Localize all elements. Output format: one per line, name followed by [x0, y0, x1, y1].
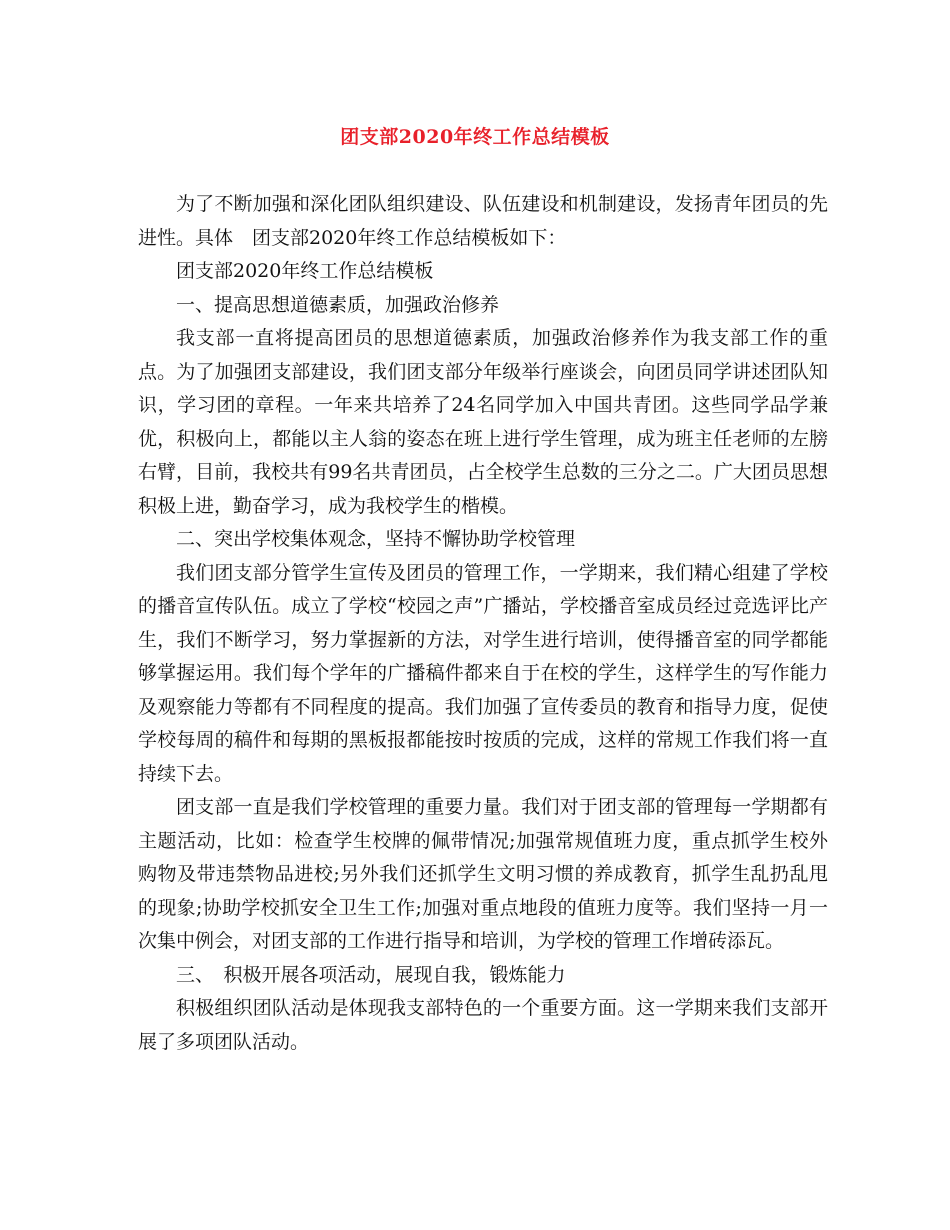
- section-2-paragraph-1: 我们团支部分管学生宣传及团员的管理工作，一学期来，我们精心组建了学校的播音宣传队伍。成立了学校“校园之声”广播站，学校播音室成员经过竞选评比产生，我们不断学习，努力掌握新的方法，对学生进行培训，使得播音室的同学都能够掌握运用。我们每个学年的广播稿件都来自于在校的学生，这样学生的写作能力及观察能力等都有不同程度的提高。我们加强了宣传委员的教育和指导力度，促使学校每周的稿件和每期的黑板报都能按时按质的完成，这样的常规工作我们将一直持续下去。: [138, 561, 828, 785]
- section-3-paragraph: 积极组织团队活动是体现我支部特色的一个重要方面。这一学期来我们支部开展了多项团队活动。: [138, 997, 828, 1053]
- document-body: [138, 188, 828, 1059]
- document-title: 团支部2020年终工作总结模板: [340, 126, 610, 148]
- intro-paragraph: 为了不断加强和深化团队组织建设、队伍建设和机制建设，发扬青年团员的先进性。具体 团支部2020年终工作总结模板如下：: [138, 193, 828, 249]
- section-1-paragraph: 我支部一直将提高团员的思想道德素质，加强政治修养作为我支部工作的重点。为了加强团支部建设，我们团支部分年级举行座谈会，向团员同学讲述团队知识，学习团的章程。一年来共培养了24名同学加入中国共青团。这些同学品学兼优，积极向上，都能以主人翁的姿态在班上进行学生管理，成为班主任老师的左膀右臂，目前，我校共有99名共青团员，占全校学生总数的三分之二。广大团员思想积极上进，勤奋学习，成为我校学生的楷模。: [138, 327, 828, 517]
- section-heading-3: 三、 积极开展各项活动，展现自我，锻炼能力: [176, 963, 566, 986]
- section-heading-1: 一、提高思想道德素质，加强政治修养: [176, 293, 500, 316]
- section-heading-2: 二、突出学校集体观念，坚持不懈协助学校管理: [176, 528, 576, 550]
- section-2-paragraph-2: 团支部一直是我们学校管理的重要力量。我们对于团支部的管理每一学期都有主题活动，比如：检查学生校牌的佩带情况;加强常规值班力度，重点抓学生校外购物及带违禁物品进校;另外我们还抓学生文明习惯的养成教育，抓学生乱扔乱甩的现象;协助学校抓安全卫生工作;加强对重点地段的值班力度等。我们坚持一月一次集中例会，对团支部的工作进行指导和培训，为学校的管理工作增砖添瓦。: [138, 796, 828, 952]
- subtitle-line: 团支部2020年终工作总结模板: [176, 260, 434, 282]
